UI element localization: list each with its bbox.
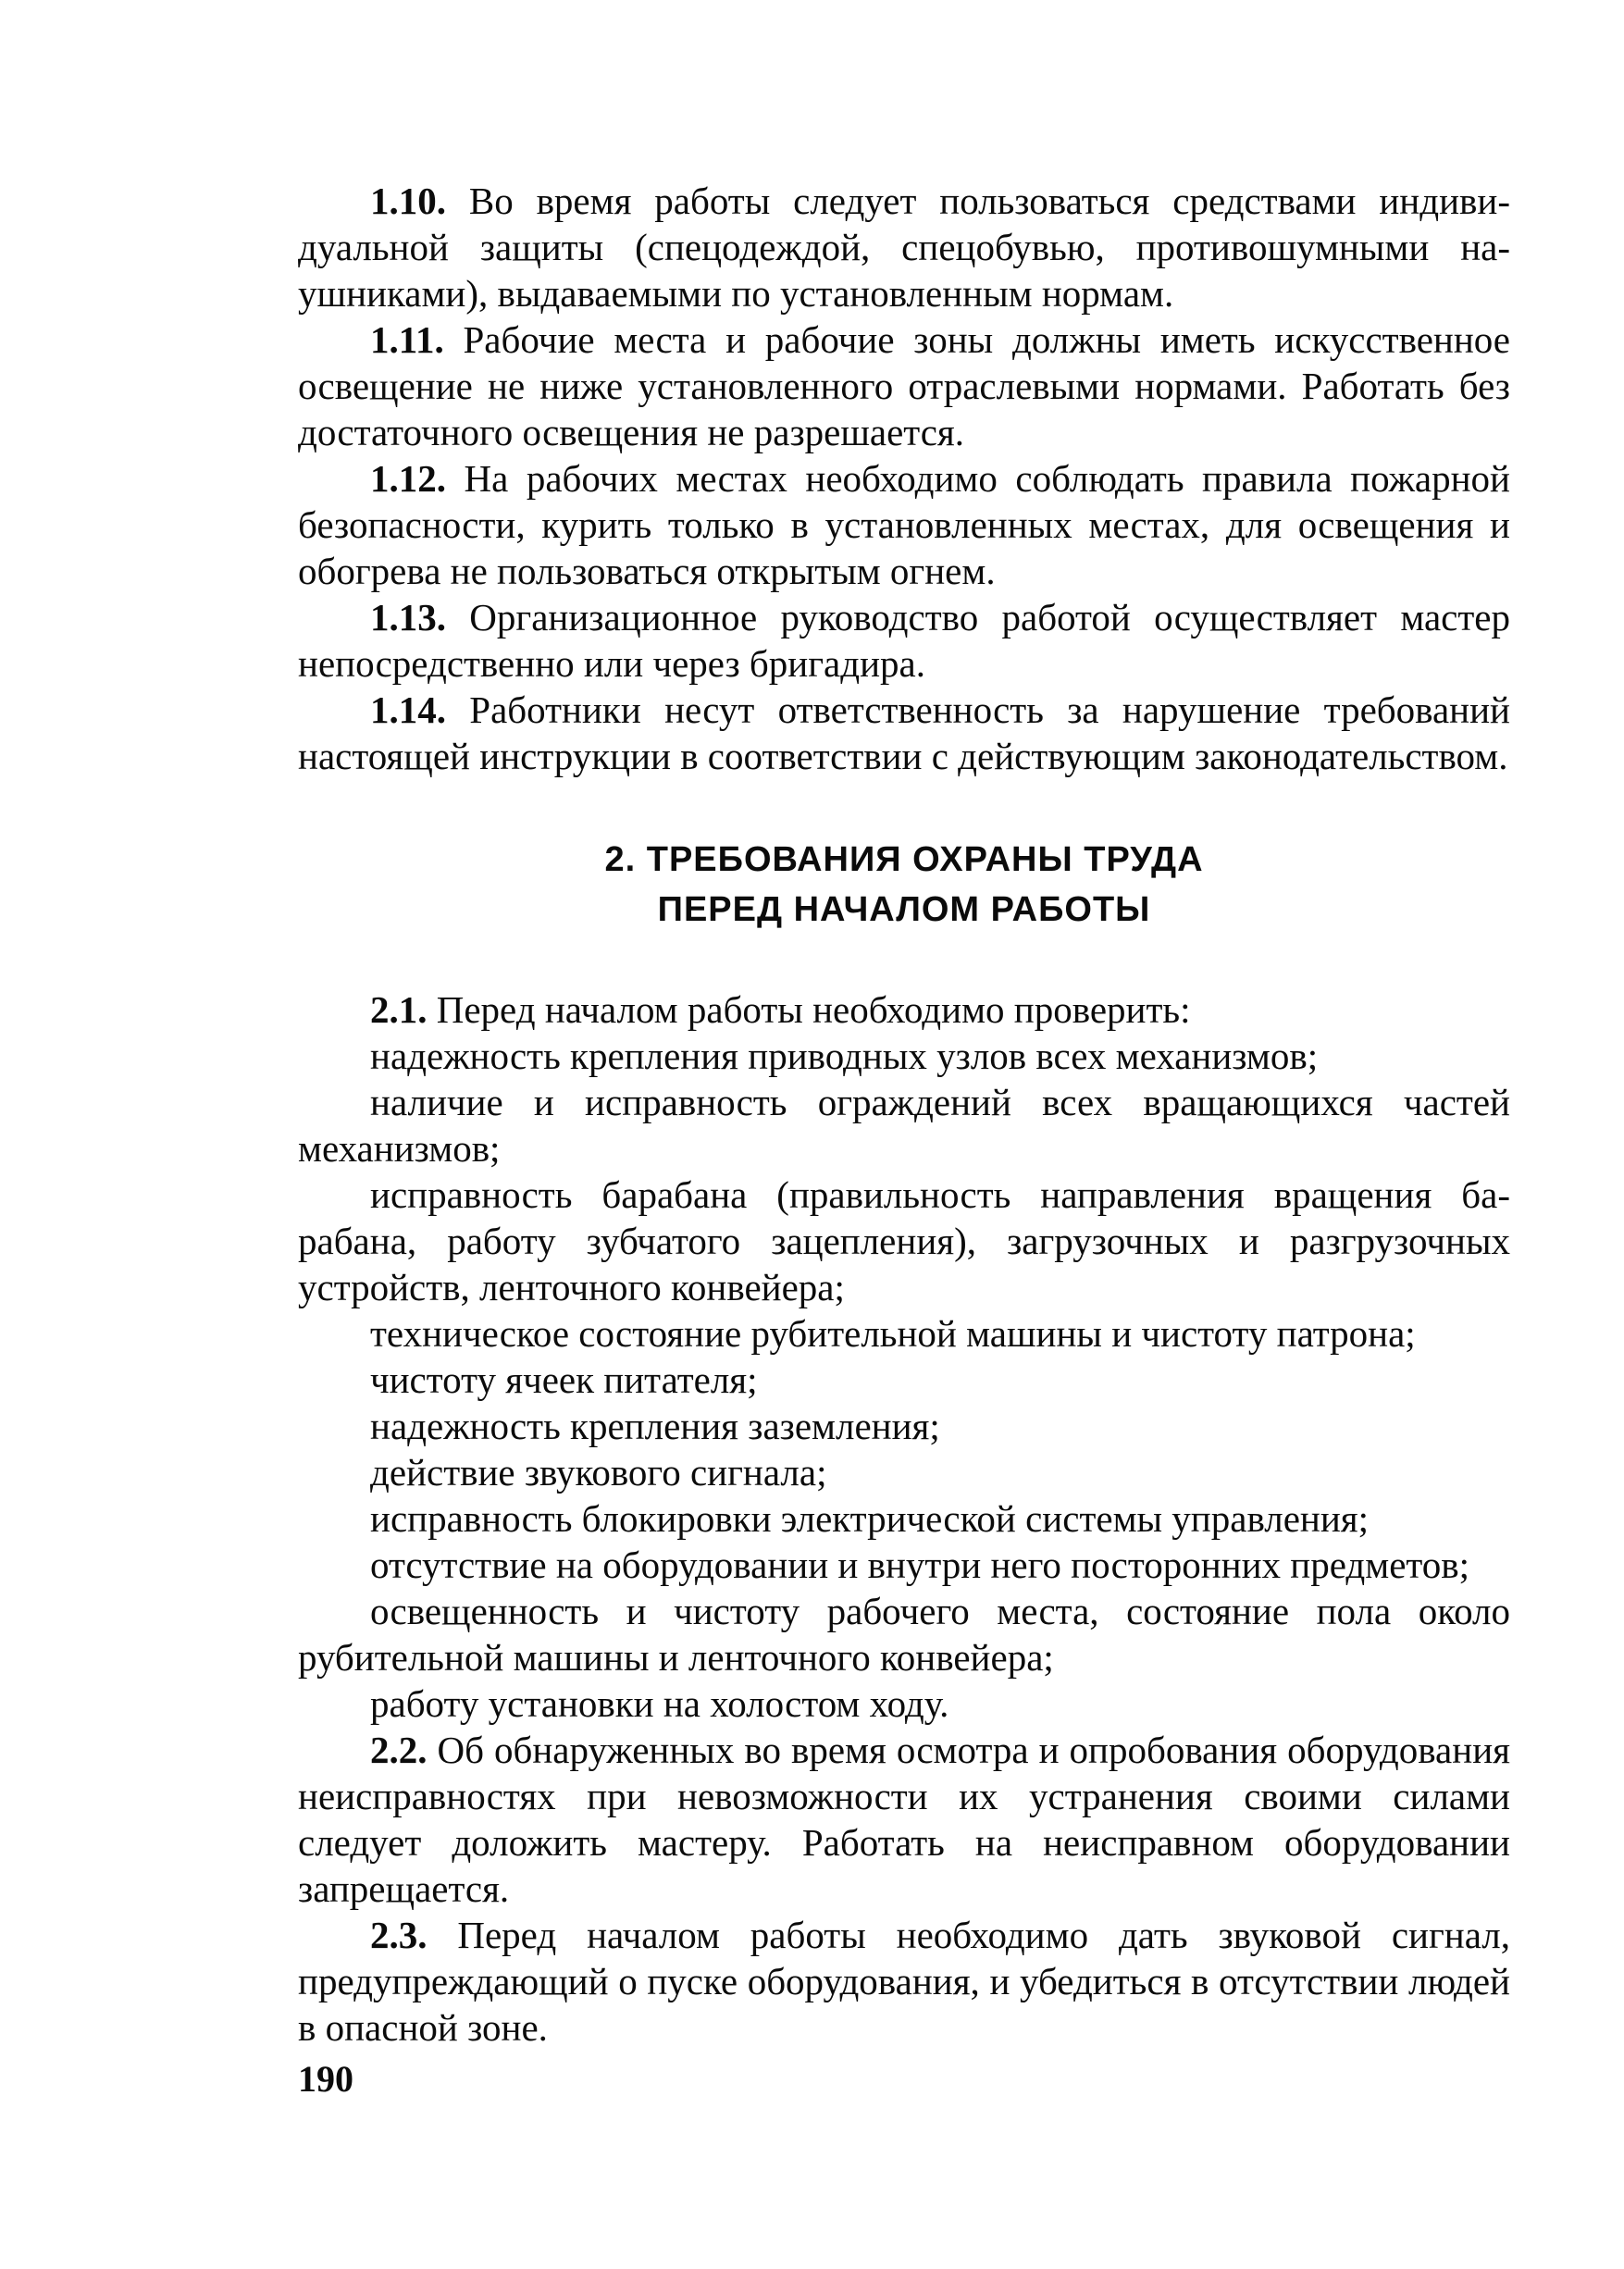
checklist-item: действие звукового сигнала;	[370, 1451, 827, 1494]
paragraph-number: 2.1.	[370, 988, 428, 1031]
paragraph-number: 1.11.	[370, 318, 444, 361]
paragraph-text: Перед началом работы необходимо дать звуковой сигнал, предупреждающий о пуске оборудования, и убедиться в отсутствии людей в опасной зоне.	[298, 1914, 1510, 2049]
paragraph-number: 1.12.	[370, 457, 446, 500]
paragraph-number: 1.10.	[370, 180, 446, 222]
checklist-item: работу установки на холостом ходу.	[370, 1682, 949, 1725]
paragraph-2-1	[298, 986, 1510, 1033]
paragraph-1-13	[298, 594, 1510, 687]
checklist-item: исправность блокировки электрической системы управления;	[370, 1497, 1370, 1540]
checklist-item: наличие и исправность ограждений всех вращающихся частей механизмов;	[298, 1081, 1510, 1170]
paragraph-text: Во время работы следует пользоваться средствами индивидуальной защиты (спецодеждой, спецобувью, противошумными наушниками), выдаваемыми по установленным нормам.	[298, 180, 1510, 315]
section-heading-line-1: 2. ТРЕБОВАНИЯ ОХРАНЫ ТРУДА	[604, 840, 1204, 879]
page-number: 190	[298, 2058, 353, 2100]
paragraph-1-12	[298, 455, 1510, 594]
paragraph-number: 2.2.	[370, 1729, 428, 1771]
paragraph-text: Рабочие места и рабочие зоны должны иметь искусственное освещение не ниже установленного отраслевыми нормами. Работать без достаточного освещения не разрешается.	[298, 318, 1510, 453]
paragraph-number: 2.3.	[370, 1914, 428, 1956]
checklist-item: надежность крепления заземления;	[370, 1405, 940, 1447]
paragraph-1-14	[298, 687, 1510, 779]
paragraph-text: Организационное руководство работой осуществляет мастер непосредственно или через бригадира.	[298, 596, 1510, 685]
paragraph-2-2	[298, 1727, 1510, 1912]
paragraph-text: Перед началом работы необходимо проверить:	[427, 988, 1191, 1031]
paragraph-text: Работники несут ответственность за нарушение требований настоящей инструкции в соответствии с действующим законодательством.	[298, 688, 1510, 777]
paragraph-1-11	[298, 316, 1510, 455]
checklist-item: чистоту ячеек питателя;	[370, 1358, 758, 1401]
section-heading	[298, 835, 1510, 935]
page-body	[298, 178, 1510, 2051]
checklist-item: техническое состояние рубительной машины и чистоту патрона;	[370, 1312, 1416, 1355]
paragraph-2-3	[298, 1912, 1510, 2051]
paragraph-number: 1.14.	[370, 688, 446, 731]
paragraph-number: 1.13.	[370, 596, 446, 639]
paragraph-1-10	[298, 178, 1510, 316]
paragraph-text: Об обнаруженных во время осмотра и опробования оборудования неисправностях при невозможности их устранения своими силами следует доложить мастеру. Работать на неисправном оборудовании запрещается.	[298, 1729, 1510, 1910]
paragraph-text: На рабочих местах необходимо соблюдать правила пожарной безопасности, курить только в установленных местах, для освещения и обогрева не пользоваться открытым огнем.	[298, 457, 1510, 592]
checklist-item: исправность барабана (правильность направления вращения барабана, работу зубчатого зацепления), загрузочных и разгрузочных устройств, ленточного конвейера;	[298, 1173, 1510, 1308]
checklist-item: отсутствие на оборудовании и внутри него посторонних предметов;	[370, 1544, 1470, 1586]
checklist-item: надежность крепления приводных узлов всех механизмов;	[370, 1035, 1319, 1077]
section-heading-line-2: ПЕРЕД НАЧАЛОМ РАБОТЫ	[657, 890, 1151, 929]
checklist-item: освещенность и чистоту рабочего места, состояние пола около рубительной машины и ленточного конвейера;	[298, 1590, 1510, 1679]
